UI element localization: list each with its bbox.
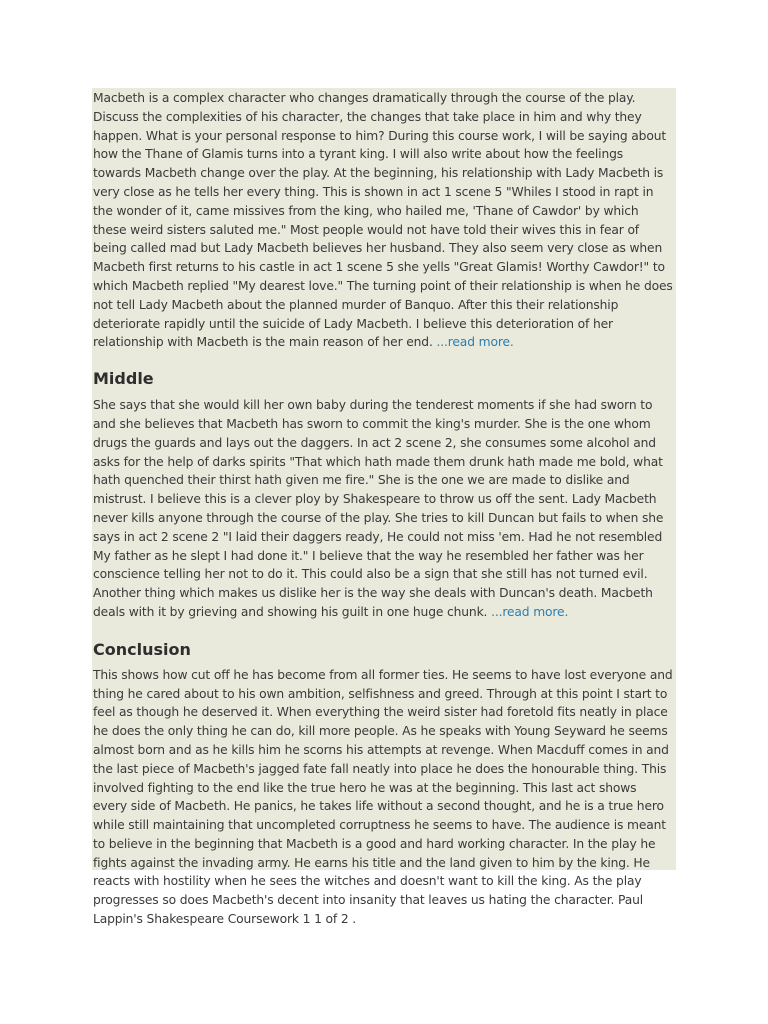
conclusion-heading: Conclusion <box>93 639 191 659</box>
middle-heading: Middle <box>93 369 154 389</box>
intro-text: Macbeth is a complex character who changes dramatically through the course of the play. Discuss the complexities of his character, the changes that take place in him and why they happen. What is your personal response to him? During this course work, I will be saying about how the Thane of Glamis turns into a tyrant king. I will also write about how the feelings towards Macbeth change over the play. At the beginning, his relationship with Lady Macbeth is very close as he tells her every thing. This is shown in act 1 scene 5 "Whiles I stood in rapt in the wonder of it, came missives from the king, who hailed me, 'Thane of Cawdor' by which these weird sisters saluted me." Most people would not have told their wives this in fear of being called mad but Lady Macbeth believes her husband. They also seem very close as when Macbeth first returns to his castle in act 1 scene 5 she yells "Great Glamis! Worthy Cawdor!" to which Macbeth replied "My dearest love." The turning point of their relationship is when he does not tell Lady Macbeth about the planned murder of Banquo. After this their relationship deteriorate rapidly until the suicide of Lady Macbeth. I believe this deterioration of her relationship with Macbeth is the main reason of her end. <box>93 91 673 350</box>
intro-paragraph <box>93 88 674 352</box>
conclusion-paragraph <box>93 666 674 929</box>
middle-text: She says that she would kill her own baby during the tenderest moments if she had sworn to and she believes that Macbeth has sworn to commit the king's murder. She is the one whom drugs the guards and lays out the daggers. In act 2 scene 2, she consumes some alcohol and asks for the help of darks spirits "That which hath made them drunk hath made me bold, what hath quenched their thirst hath given me fire." She is the one we are made to dislike and mistrust. I believe this is a clever ploy by Shakespeare to throw us off the sent. Lady Macbeth never kills anyone through the course of the play. She tries to kill Duncan but fails to when she says in act 2 scene 2 "I laid their daggers ready, He could not miss 'em. Had he not resembled My father as he slept I had done it." I believe that the way he resembled her father was her conscience telling her not to do it. This could also be a sign that she still has not turned evil. Another thing which makes us dislike her is the way she deals with Duncan's death. Macbeth deals with it by grieving and showing his guilt in one huge chunk. <box>93 398 664 619</box>
middle-read-more-link[interactable]: ...read more. <box>491 604 569 619</box>
middle-paragraph <box>93 396 674 622</box>
essay-preview <box>92 88 676 929</box>
conclusion-text: This shows how cut off he has become from all former ties. He seems to have lost everyone and thing he cared about to his own ambition, selfishness and greed. Through at this point I start to feel as though he deserved it. When everything the weird sister had foretold fits neatly in place he does the only thing he can do, kill more people. As he speaks with Young Seyward he seems almost born and as he kills him he scorns his attempts at revenge. When Macduff comes in and the last piece of Macbeth's jagged fate fall neatly into place he does the honourable thing. This involved fighting to the end like the true hero he was at the beginning. This last act shows every side of Macbeth. He panics, he takes life without a second thought, and he is a true hero while still maintaining that uncompleted corruptness he seems to have. The audience is meant to believe in the beginning that Macbeth is a good and hard working character. In the play he fights against the invading army. He earns his title and the land given to him by the king. He reacts with hostility when he sees the witches and doesn't want to kill the king. As the play progresses so does Macbeth's decent into insanity that leaves us hating the character. Paul Lappin's Shakespeare Coursework 1 1 of 2 . <box>93 667 673 927</box>
intro-read-more-link[interactable]: ...read more. <box>436 335 514 350</box>
document-page <box>92 88 676 927</box>
